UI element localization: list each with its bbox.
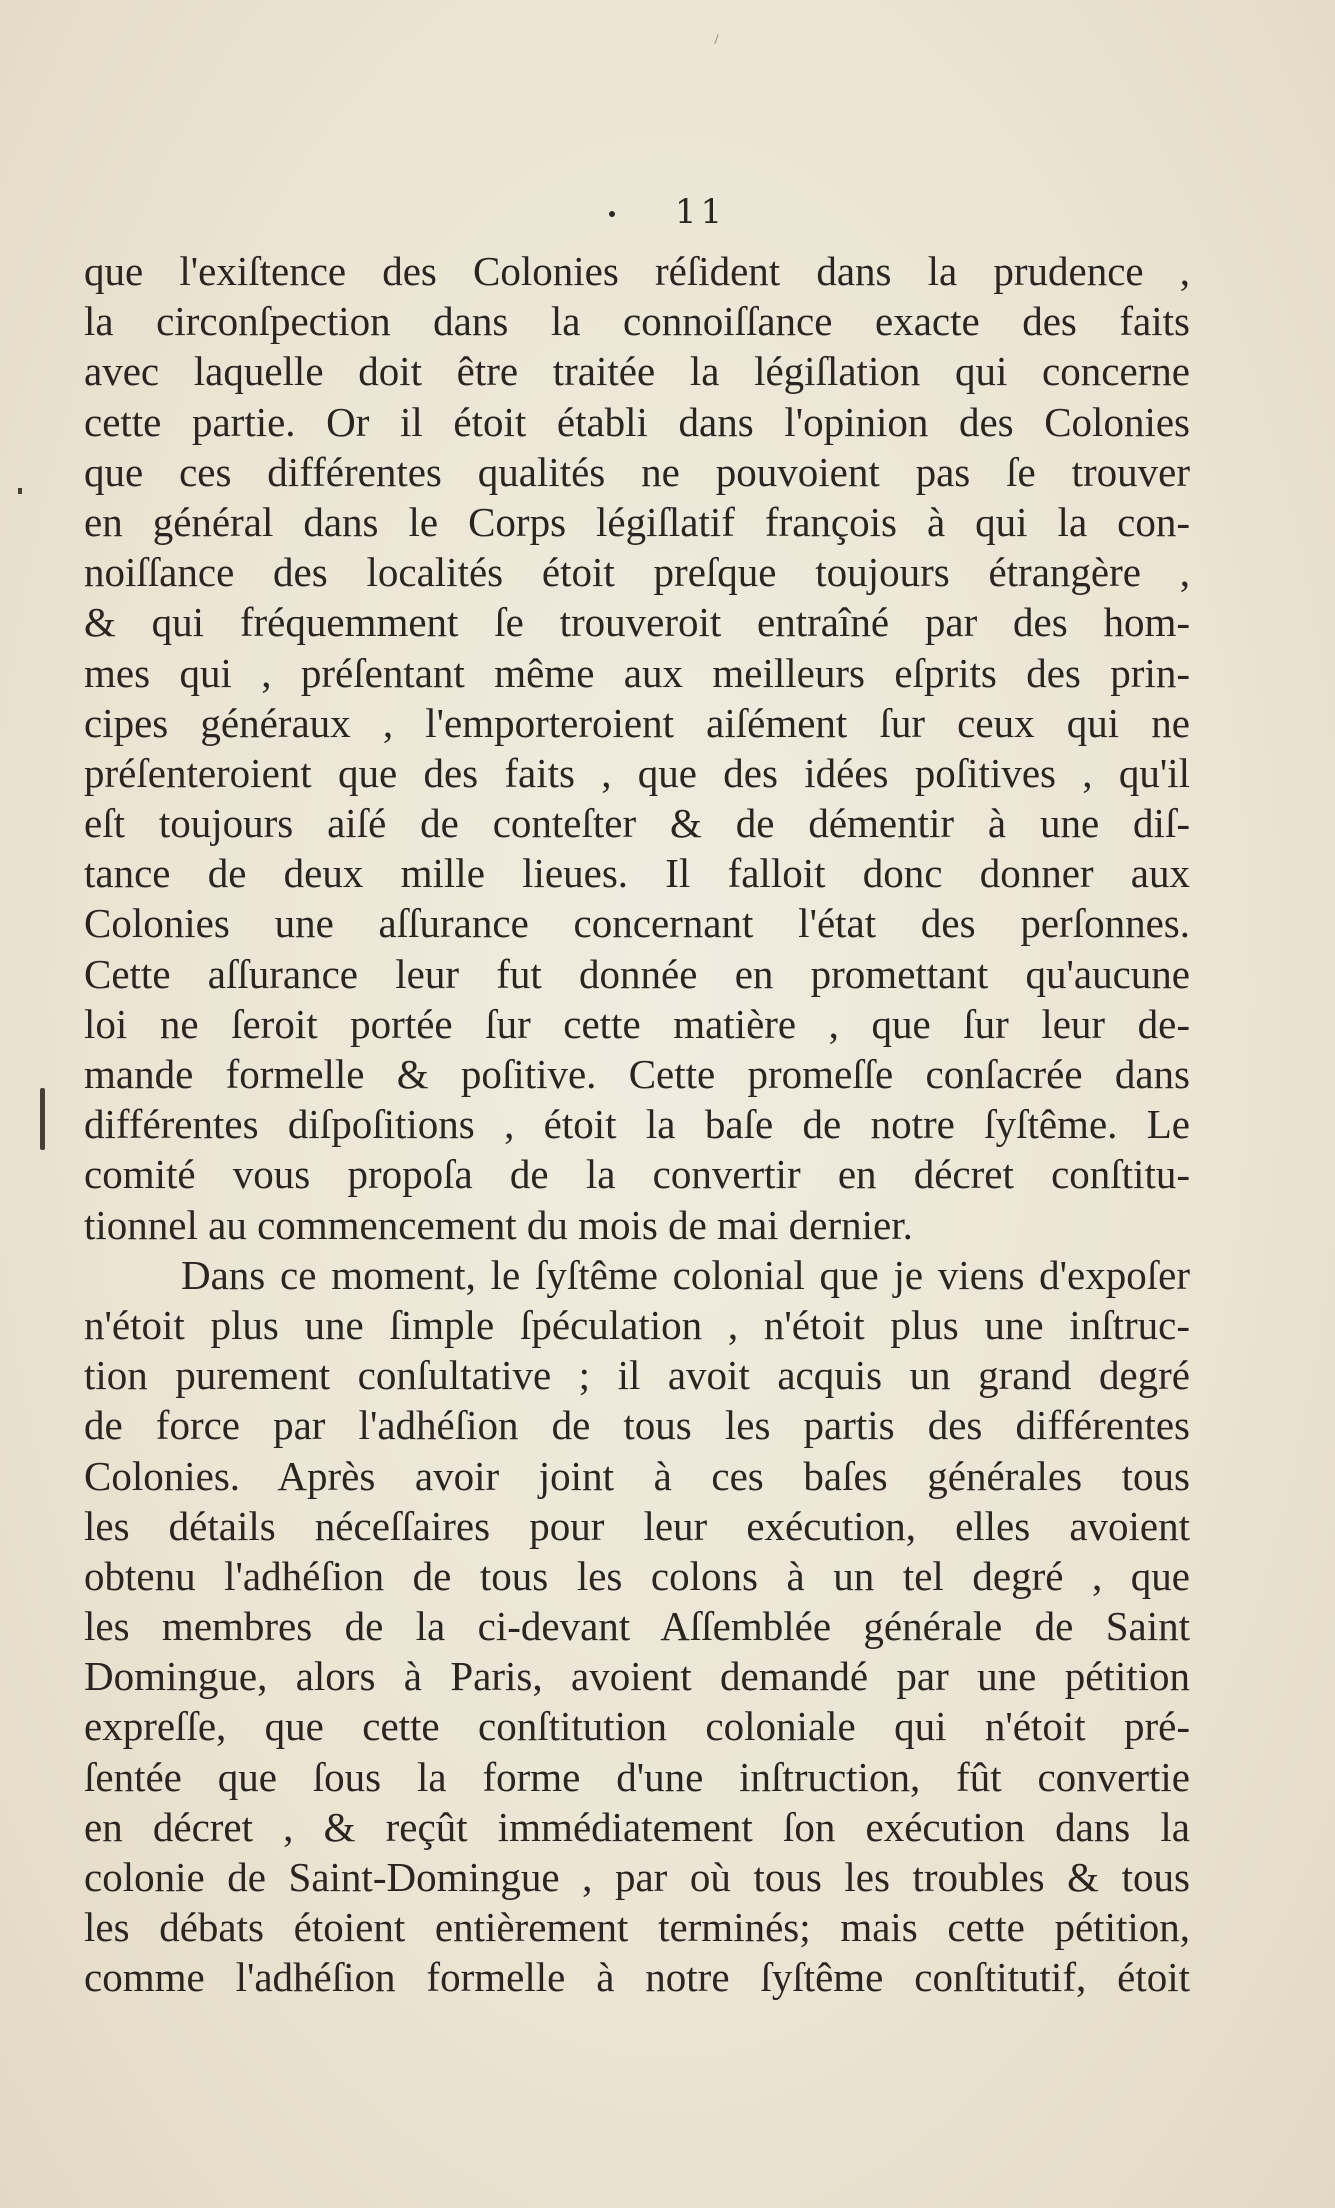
text-line: & qui fréquemment ſe trouveroit entraîné par des hom- (84, 599, 1190, 646)
text-line: Domingue, alors à Paris, avoient demandé par une pétition (84, 1653, 1190, 1700)
text-line: de force par l'adhéſion de tous les partis des différentes (84, 1402, 1190, 1449)
text-line: expreſſe, que cette conſtitution coloniale qui n'étoit pré- (84, 1703, 1190, 1750)
page-number-text: 11 (674, 192, 727, 232)
text-line: que l'exiſtence des Colonies réſident dans la prudence , (84, 248, 1190, 294)
text-line: que ces différentes qualités ne pouvoient pas ſe trouver (84, 448, 1190, 495)
text-line: tionnel au commencement du mois de mai dernier. (84, 1201, 913, 1248)
text-line: tance de deux mille lieues. Il falloit donc donner aux (84, 850, 1190, 897)
text-line: cipes généraux , l'emporteroient aiſément ſur ceux qui ne (84, 699, 1190, 746)
text-line: mes qui , préſentant même aux meilleurs eſprits des prin- (84, 649, 1190, 696)
text-line: comité vous propoſa de la convertir en décret conſtitu- (84, 1151, 1190, 1198)
text-line: noiſſance des localités étoit preſque toujours étrangère , (84, 549, 1190, 596)
text-line: les débats étoient entièrement terminés; mais cette pétition, (84, 1904, 1190, 1951)
text-line: tion purement conſultative ; il avoit acquis un grand degré (84, 1352, 1190, 1399)
page-number (0, 192, 1335, 232)
text-line: en général dans le Corps légiſlatif françois à qui la con- (84, 498, 1190, 545)
text-line: Cette aſſurance leur fut donnée en promettant qu'aucune (84, 950, 1190, 997)
text-line: la circonſpection dans la connoiſſance exacte des faits (84, 298, 1190, 345)
paper-speck (714, 34, 718, 44)
text-line: loi ne ſeroit portée ſur cette matière , que ſur leur de- (84, 1000, 1190, 1047)
text-line: avec laquelle doit être traitée la légiſlation qui concerne (84, 348, 1190, 395)
text-line: mande formelle & poſitive. Cette promeſſe conſacrée dans (84, 1051, 1190, 1097)
text-line: les détails néceſſaires pour leur exécution, elles avoient (84, 1502, 1190, 1549)
text-line: préſenteroient que des faits , que des idées poſitives , qu'il (84, 749, 1190, 796)
text-line: cette partie. Or il étoit établi dans l'opinion des Colonies (84, 398, 1190, 445)
margin-bracket-mark (40, 1088, 45, 1150)
text-line: ſentée que ſous la forme d'une inſtruction, fût convertie (84, 1753, 1190, 1800)
paragraph-first-line: Dans ce moment, le ſyſtême colonial que je viens d'expoſer (181, 1251, 1190, 1298)
text-line: eſt toujours aiſé de conteſter & de démentir à une diſ- (84, 800, 1190, 847)
text-line: en décret , & reçût immédiatement ſon exécution dans la (84, 1803, 1190, 1850)
page-number-dot (609, 211, 615, 217)
body-text (84, 246, 1190, 2003)
text-line: différentes diſpoſitions , étoit la baſe de notre ſyſtême. Le (84, 1101, 1190, 1148)
margin-mark (18, 488, 22, 494)
text-line: Colonies. Après avoir joint à ces baſes générales tous (84, 1452, 1190, 1499)
text-line: Colonies une aſſurance concernant l'état des perſonnes. (84, 900, 1190, 947)
text-line: n'étoit plus une ſimple ſpéculation , n'étoit plus une inſtruc- (84, 1301, 1190, 1348)
text-line: colonie de Saint-Domingue , par où tous les troubles & tous (84, 1854, 1190, 1900)
text-line: comme l'adhéſion formelle à notre ſyſtême conſtitutif, étoit (84, 1954, 1190, 2001)
text-line: les membres de la ci-devant Aſſemblée générale de Saint (84, 1603, 1190, 1650)
text-line: obtenu l'adhéſion de tous les colons à un tel degré , que (84, 1552, 1190, 1599)
